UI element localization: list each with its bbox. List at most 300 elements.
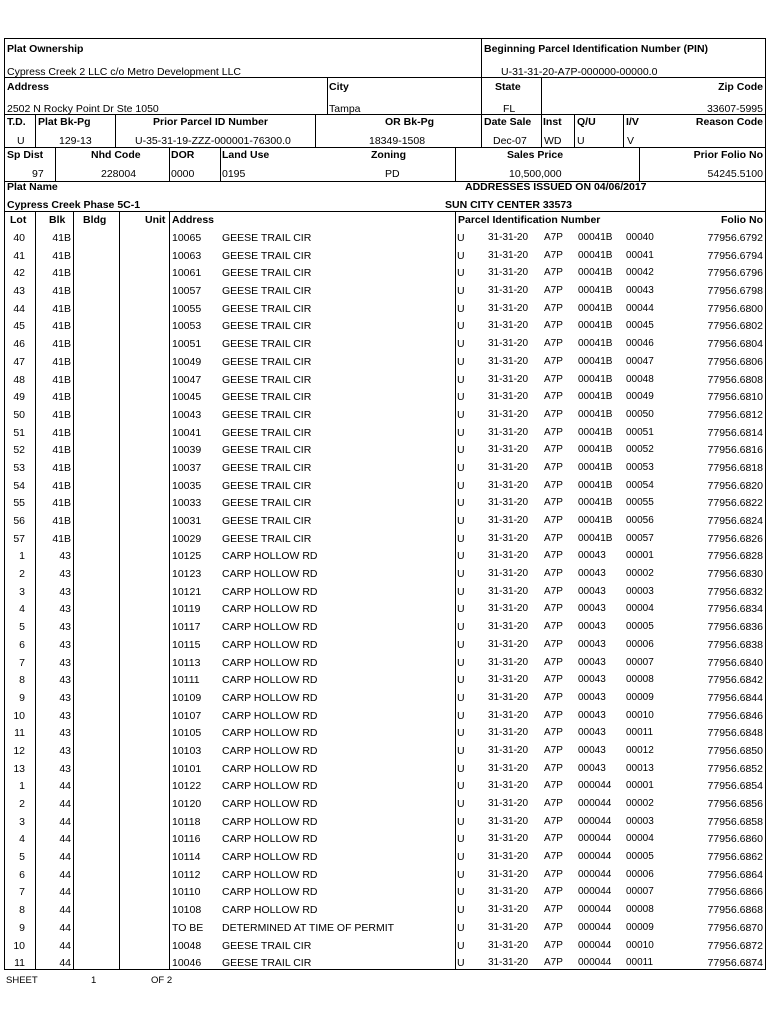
lot-code-cell: 00004	[626, 833, 654, 845]
sales-price-value: 10,500,000	[509, 168, 562, 180]
blk-cell: 41B	[52, 355, 71, 368]
subdivision-cell: A7P	[544, 638, 563, 650]
lot-code-cell: 00042	[626, 267, 654, 279]
block-code-cell: 00043	[578, 603, 606, 615]
house-number-cell: 10101	[172, 762, 202, 775]
date-sale-label: Date Sale	[484, 116, 532, 128]
blk-cell: 44	[59, 833, 71, 846]
blk-cell: 43	[59, 727, 71, 740]
plat-name-label: Plat Name	[7, 181, 58, 193]
blk-cell: 43	[59, 744, 71, 757]
lot-cell: 2	[19, 798, 25, 810]
lot-code-cell: 00002	[626, 568, 654, 580]
lot-code-cell: 00002	[626, 798, 654, 809]
subdivision-cell: A7P	[544, 249, 563, 261]
table-row	[5, 813, 765, 831]
td-cell: U	[457, 479, 465, 492]
house-number-cell: 10118	[172, 815, 201, 828]
house-number-cell: 10043	[172, 408, 202, 421]
td-cell: U	[457, 957, 465, 970]
lot-cell: 11	[14, 727, 25, 740]
table-row	[5, 441, 765, 459]
subdivision-cell: A7P	[544, 461, 563, 473]
blk-cell: 41B	[52, 426, 71, 439]
td-cell: U	[457, 408, 465, 421]
house-number-cell: 10055	[172, 302, 202, 315]
state-label: State	[495, 81, 521, 93]
table-row	[5, 583, 765, 601]
blk-cell: 41B	[52, 461, 71, 474]
street-cell: CARP HOLLOW RD	[222, 709, 318, 722]
folio-cell: 77956.6804	[707, 338, 763, 351]
zoning-label: Zoning	[371, 149, 406, 161]
reason-code-label: Reason Code	[695, 116, 763, 128]
lot-cell: 52	[13, 444, 25, 457]
iv-value: V	[627, 135, 635, 147]
block-code-cell: 00041B	[578, 515, 613, 526]
lot-code-cell: 00049	[626, 391, 654, 403]
plat-bkpg-value: 129-13	[59, 135, 92, 147]
lot-code-cell: 00051	[626, 426, 654, 438]
plat-ownership-label: Plat Ownership	[7, 43, 84, 55]
street-cell: CARP HOLLOW RD	[222, 833, 318, 846]
street-cell: CARP HOLLOW RD	[222, 904, 318, 917]
subdivision-cell: A7P	[544, 656, 563, 668]
lot-cell: 56	[13, 515, 25, 527]
folio-cell: 77956.6842	[707, 674, 763, 687]
table-row	[5, 459, 765, 477]
blk-cell: 41B	[52, 285, 71, 298]
rule	[623, 114, 624, 147]
house-number-cell: 10039	[172, 444, 202, 457]
street-cell: GEESE TRAIL CIR	[222, 444, 312, 457]
subdivision-cell: A7P	[544, 674, 563, 686]
table-row	[5, 760, 765, 778]
street-cell: CARP HOLLOW RD	[222, 744, 318, 757]
lot-cell: 8	[19, 674, 25, 687]
blk-cell: 41B	[52, 515, 71, 527]
block-code-cell: 000044	[578, 780, 612, 792]
lot-code-cell: 00056	[626, 515, 654, 526]
lot-code-cell: 00009	[626, 921, 654, 933]
td-cell: U	[457, 373, 465, 386]
nhd-code-label: Nhd Code	[91, 149, 141, 161]
section-cell: 31-31-20	[488, 444, 529, 456]
street-cell: CARP HOLLOW RD	[222, 886, 318, 899]
street-cell: GEESE TRAIL CIR	[222, 957, 312, 970]
blk-cell: 44	[59, 780, 71, 793]
lot-code-cell: 00009	[626, 691, 654, 703]
subdivision-cell: A7P	[544, 550, 563, 562]
house-number-cell: 10112	[172, 868, 201, 881]
house-number-cell: 10113	[172, 656, 201, 669]
table-row	[5, 547, 765, 565]
td-cell: U	[457, 550, 465, 563]
house-number-cell: 10063	[172, 249, 202, 262]
block-code-cell: 00041B	[578, 497, 613, 509]
house-number-cell: 10031	[172, 515, 202, 527]
section-cell: 31-31-20	[488, 621, 529, 633]
iv-label: I/V	[626, 116, 639, 128]
block-code-cell: 000044	[578, 798, 612, 809]
table-row	[5, 494, 765, 512]
house-number-cell: 10041	[172, 426, 202, 439]
section-cell: 31-31-20	[488, 851, 529, 863]
street-cell: GEESE TRAIL CIR	[222, 285, 312, 298]
folio-cell: 77956.6832	[707, 585, 763, 598]
block-code-cell: 000044	[578, 904, 612, 916]
lot-code-cell: 00007	[626, 656, 654, 668]
folio-cell: 77956.6796	[707, 267, 763, 280]
lot-cell: 9	[19, 921, 25, 934]
section-cell: 31-31-20	[488, 868, 529, 880]
table-row	[5, 830, 765, 848]
blk-cell: 43	[59, 585, 71, 598]
section-cell: 31-31-20	[488, 815, 529, 827]
subdivision-cell: A7P	[544, 373, 563, 385]
subdivision-cell: A7P	[544, 957, 563, 969]
td-cell: U	[457, 904, 465, 917]
prior-folio-value: 54245.5100	[707, 168, 763, 180]
td-cell: U	[457, 851, 465, 864]
house-number-cell: 10116	[172, 833, 201, 846]
street-cell: CARP HOLLOW RD	[222, 727, 318, 740]
subdivision-cell: A7P	[544, 232, 563, 243]
table-row	[5, 742, 765, 760]
lot-cell: 10	[13, 709, 25, 722]
lot-code-cell: 00006	[626, 638, 654, 650]
blk-cell: 43	[59, 621, 71, 634]
house-number-cell: 10029	[172, 532, 202, 545]
block-code-cell: 000044	[578, 921, 612, 933]
folio-cell: 77956.6834	[707, 603, 763, 616]
blk-cell: 43	[59, 762, 71, 775]
section-cell: 31-31-20	[488, 497, 529, 509]
lot-cell: 12	[13, 744, 25, 757]
address-value: 2502 N Rocky Point Dr Ste 1050	[7, 103, 159, 115]
inst-label: Inst	[543, 116, 562, 128]
subdivision-cell: A7P	[544, 585, 563, 597]
lot-code-cell: 00041	[626, 249, 654, 261]
street-cell: GEESE TRAIL CIR	[222, 232, 312, 244]
table-row	[5, 937, 765, 955]
section-cell: 31-31-20	[488, 532, 529, 544]
lot-cell: 45	[13, 320, 25, 333]
td-cell: U	[457, 426, 465, 439]
lot-code-cell: 00054	[626, 479, 654, 491]
subdivision-cell: A7P	[544, 904, 563, 916]
folio-cell: 77956.6802	[707, 320, 763, 333]
td-cell: U	[457, 921, 465, 934]
house-number-cell: 10037	[172, 461, 202, 474]
street-cell: GEESE TRAIL CIR	[222, 320, 312, 333]
lot-cell: 55	[13, 497, 25, 510]
block-code-cell: 00041B	[578, 461, 613, 473]
table-row	[5, 618, 765, 636]
address-label: Address	[7, 81, 50, 93]
house-number-cell: 10053	[172, 320, 202, 333]
table-row	[5, 654, 765, 672]
td-value: U	[17, 135, 25, 147]
folio-cell: 77956.6810	[707, 391, 763, 404]
table-row	[5, 477, 765, 495]
rule	[541, 77, 542, 114]
table-row	[5, 335, 765, 353]
section-cell: 31-31-20	[488, 780, 529, 792]
folio-cell: 77956.6850	[707, 744, 763, 757]
lot-cell: 6	[19, 868, 25, 881]
col-bldg: Bldg	[83, 214, 107, 226]
block-code-cell: 000044	[578, 868, 612, 880]
block-code-cell: 00041B	[578, 249, 613, 261]
lot-code-cell: 00003	[626, 585, 654, 597]
house-number-cell: 10046	[172, 957, 202, 970]
subdivision-cell: A7P	[544, 338, 563, 350]
lot-code-cell: 00011	[626, 727, 654, 739]
td-cell: U	[457, 886, 465, 899]
folio-cell: 77956.6824	[707, 515, 763, 527]
table-row	[5, 707, 765, 725]
street-cell: CARP HOLLOW RD	[222, 815, 318, 828]
sales-price-label: Sales Price	[507, 149, 564, 161]
subdivision-cell: A7P	[544, 851, 563, 863]
td-cell: U	[457, 833, 465, 846]
street-cell: GEESE TRAIL CIR	[222, 426, 312, 439]
rule	[327, 77, 328, 114]
lot-cell: 57	[13, 532, 25, 545]
lot-cell: 49	[13, 391, 25, 404]
lot-cell: 9	[19, 691, 25, 704]
table-row	[5, 724, 765, 742]
table-row	[5, 247, 765, 265]
or-bkpg-value: 18349-1508	[369, 135, 426, 147]
folio-cell: 77956.6806	[707, 355, 763, 368]
house-number-cell: 10109	[172, 691, 202, 704]
td-cell: U	[457, 444, 465, 457]
blk-cell: 41B	[52, 408, 71, 421]
lot-code-cell: 00011	[626, 957, 654, 969]
lot-code-cell: 00005	[626, 851, 654, 863]
td-cell: U	[457, 798, 465, 810]
sheet-label: SHEET	[6, 975, 38, 986]
block-code-cell: 00043	[578, 656, 606, 668]
folio-cell: 77956.6864	[707, 868, 763, 881]
table-row	[5, 795, 765, 813]
blk-cell: 43	[59, 674, 71, 687]
col-address: Address	[172, 214, 215, 226]
section-cell: 31-31-20	[488, 957, 529, 969]
block-code-cell: 00041B	[578, 391, 613, 403]
table-row	[5, 689, 765, 707]
subdivision-cell: A7P	[544, 815, 563, 827]
rule	[315, 114, 316, 147]
pin-value: U-31-31-20-A7P-000000-00000.0	[501, 66, 658, 78]
block-code-cell: 00041B	[578, 285, 613, 297]
block-code-cell: 00041B	[578, 302, 613, 314]
block-code-cell: 00041B	[578, 408, 613, 420]
subdivision-cell: A7P	[544, 497, 563, 509]
subdivision-cell: A7P	[544, 408, 563, 420]
prior-folio-label: Prior Folio No	[693, 149, 763, 161]
section-cell: 31-31-20	[488, 585, 529, 597]
lot-cell: 3	[19, 585, 25, 598]
lot-cell: 7	[19, 886, 25, 899]
table-row	[5, 512, 765, 530]
td-cell: U	[457, 461, 465, 474]
table-row	[5, 264, 765, 282]
table-row	[5, 406, 765, 424]
col-lot: Lot	[10, 214, 27, 226]
table-row	[5, 300, 765, 318]
section-cell: 31-31-20	[488, 798, 529, 809]
prior-parcel-value: U-35-31-19-ZZZ-000001-76300.0	[135, 135, 291, 147]
house-number-cell: 10065	[172, 232, 202, 244]
block-code-cell: 000044	[578, 833, 612, 845]
lot-cell: 1	[19, 780, 25, 793]
table-row	[5, 282, 765, 300]
block-code-cell: 00043	[578, 709, 606, 721]
lot-cell: 11	[14, 957, 25, 970]
block-code-cell: 00043	[578, 585, 606, 597]
nhd-code-value: 228004	[101, 168, 137, 180]
section-cell: 31-31-20	[488, 355, 529, 367]
col-unit: Unit	[145, 214, 166, 226]
folio-cell: 77956.6872	[707, 939, 763, 952]
section-cell: 31-31-20	[488, 744, 529, 756]
subdivision-cell: A7P	[544, 727, 563, 739]
lot-code-cell: 00043	[626, 285, 654, 297]
td-cell: U	[457, 568, 465, 581]
plat-name-value: Cypress Creek Phase 5C-1	[7, 199, 141, 211]
subdivision-cell: A7P	[544, 709, 563, 721]
lot-cell: 47	[13, 355, 25, 368]
date-sale-value: Dec-07	[493, 135, 527, 147]
lot-cell: 53	[13, 461, 25, 474]
block-code-cell: 00043	[578, 762, 606, 774]
rule	[541, 114, 542, 147]
section-cell: 31-31-20	[488, 886, 529, 898]
lot-code-cell: 00012	[626, 744, 654, 756]
table-row	[5, 317, 765, 335]
section-cell: 31-31-20	[488, 338, 529, 350]
dor-value: 0000	[171, 168, 195, 180]
sheet-of-total: OF 2	[151, 975, 173, 986]
street-cell: GEESE TRAIL CIR	[222, 249, 312, 262]
section-cell: 31-31-20	[488, 568, 529, 580]
table-row	[5, 424, 765, 442]
street-cell: CARP HOLLOW RD	[222, 780, 318, 793]
section-cell: 31-31-20	[488, 939, 529, 951]
street-cell: CARP HOLLOW RD	[222, 568, 318, 581]
subdivision-cell: A7P	[544, 886, 563, 898]
table-row	[5, 388, 765, 406]
blk-cell: 41B	[52, 444, 71, 457]
td-cell: U	[457, 249, 465, 262]
section-cell: 31-31-20	[488, 550, 529, 562]
house-number-cell: 10108	[172, 904, 202, 917]
house-number-cell: 10121	[172, 585, 202, 598]
street-cell: GEESE TRAIL CIR	[222, 355, 312, 368]
td-cell: U	[457, 638, 465, 651]
house-number-cell: 10107	[172, 709, 202, 722]
table-row	[5, 636, 765, 654]
folio-cell: 77956.6794	[707, 249, 763, 262]
house-number-cell: 10120	[172, 798, 202, 810]
section-cell: 31-31-20	[488, 515, 529, 526]
house-number-cell: 10125	[172, 550, 202, 563]
td-cell: U	[457, 709, 465, 722]
sp-dist-label: Sp Dist	[7, 149, 44, 161]
table-row	[5, 530, 765, 548]
folio-cell: 77956.6844	[707, 691, 763, 704]
rule	[481, 39, 482, 147]
table-row	[5, 901, 765, 919]
city-value: Tampa	[329, 103, 361, 115]
block-code-cell: 00041B	[578, 444, 613, 456]
folio-cell: 77956.6868	[707, 904, 763, 917]
table-row	[5, 866, 765, 884]
block-code-cell: 00041B	[578, 479, 613, 491]
street-cell: GEESE TRAIL CIR	[222, 479, 312, 492]
folio-cell: 77956.6838	[707, 638, 763, 651]
td-cell: U	[457, 585, 465, 598]
td-cell: U	[457, 355, 465, 368]
street-cell: CARP HOLLOW RD	[222, 621, 318, 634]
block-code-cell: 00041B	[578, 532, 613, 544]
subdivision-cell: A7P	[544, 515, 563, 526]
lot-code-cell: 00013	[626, 762, 654, 774]
block-code-cell: 000044	[578, 851, 612, 863]
folio-cell: 77956.6830	[707, 568, 763, 581]
lot-code-cell: 00010	[626, 709, 654, 721]
lot-code-cell: 00010	[626, 939, 654, 951]
section-cell: 31-31-20	[488, 833, 529, 845]
blk-cell: 44	[59, 904, 71, 917]
subdivision-cell: A7P	[544, 355, 563, 367]
td-cell: U	[457, 868, 465, 881]
house-number-cell: 10033	[172, 497, 202, 510]
folio-cell: 77956.6826	[707, 532, 763, 545]
blk-cell: 44	[59, 798, 71, 810]
td-cell: U	[457, 232, 465, 244]
lot-code-cell: 00048	[626, 373, 654, 385]
folio-cell: 77956.6874	[707, 957, 763, 970]
block-code-cell: 00041B	[578, 232, 613, 243]
folio-cell: 77956.6828	[707, 550, 763, 563]
lot-code-cell: 00055	[626, 497, 654, 509]
state-value: FL	[503, 103, 516, 115]
section-cell: 31-31-20	[488, 267, 529, 279]
folio-cell: 77956.6822	[707, 497, 763, 510]
folio-cell: 77956.6800	[707, 302, 763, 315]
table-row	[5, 954, 765, 972]
blk-cell: 44	[59, 851, 71, 864]
street-cell: CARP HOLLOW RD	[222, 674, 318, 687]
blk-cell: 44	[59, 815, 71, 828]
lot-cell: 13	[13, 762, 25, 775]
folio-cell: 77956.6852	[707, 762, 763, 775]
subdivision-cell: A7P	[544, 921, 563, 933]
blk-cell: 41B	[52, 391, 71, 404]
td-cell: U	[457, 285, 465, 298]
lot-code-cell: 00004	[626, 603, 654, 615]
lot-cell: 51	[13, 426, 25, 439]
subdivision-cell: A7P	[544, 621, 563, 633]
zoning-value: PD	[385, 168, 400, 180]
section-cell: 31-31-20	[488, 426, 529, 438]
folio-cell: 77956.6814	[707, 426, 763, 439]
subdivision-cell: A7P	[544, 762, 563, 774]
